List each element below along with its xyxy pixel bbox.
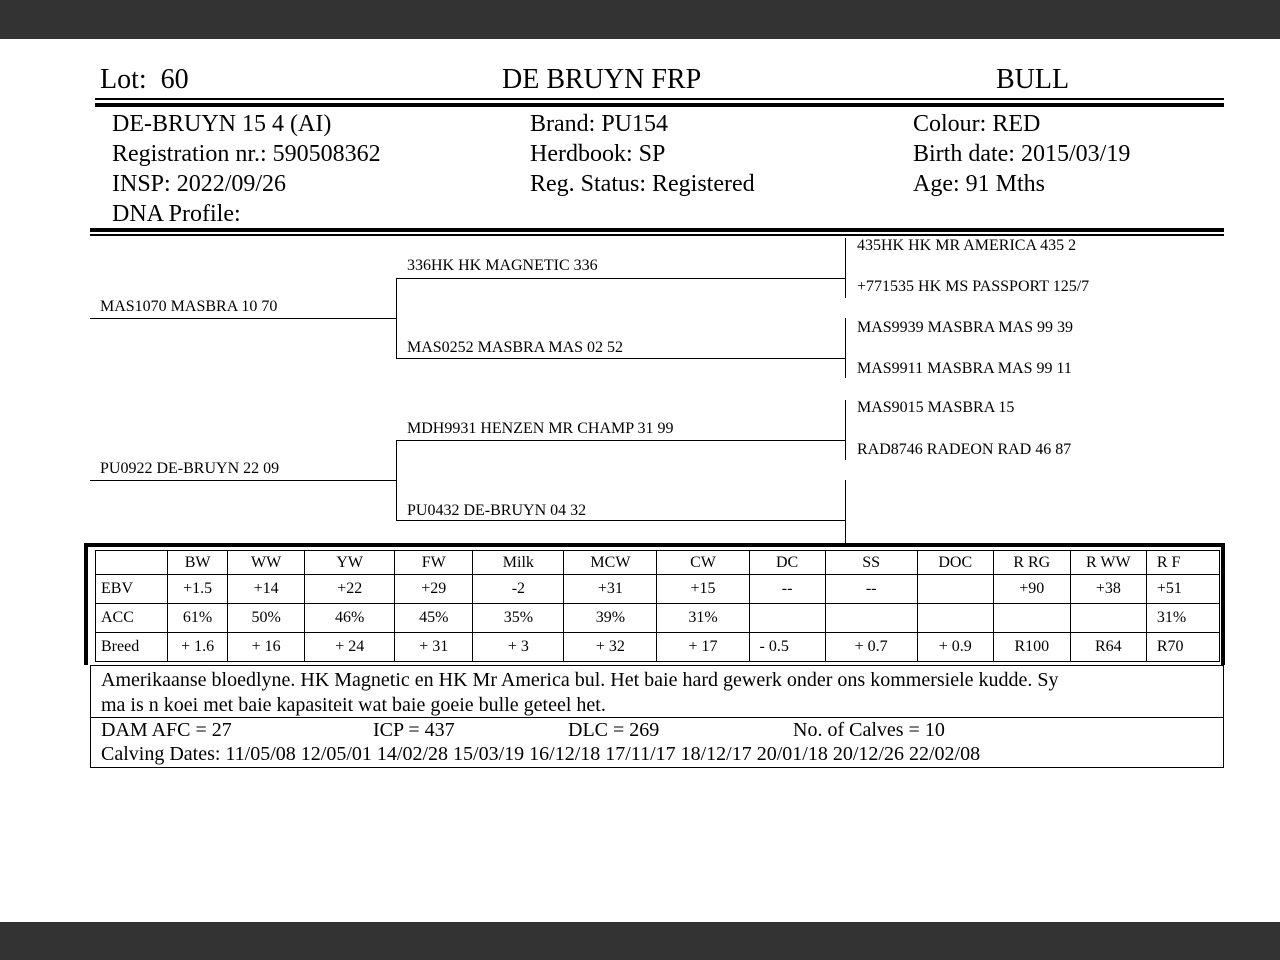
pedigree-vline-sire	[396, 278, 397, 359]
comments-divider	[90, 717, 1224, 718]
dam-icp: ICP = 437	[373, 719, 455, 741]
table-cell: + 16	[228, 633, 305, 662]
animal-info-left	[112, 109, 381, 229]
table-cell: + 24	[305, 633, 395, 662]
table-cell	[825, 604, 917, 633]
table-cell: + 31	[395, 633, 473, 662]
calving-dates: Calving Dates: 11/05/08 12/05/01 14/02/28 15/03/19 16/12/18 17/11/17 18/12/17 20/01/18 20/12/26 22/02/08	[101, 743, 981, 765]
column-header: BW	[168, 551, 228, 575]
table-cell: +22	[305, 575, 395, 604]
table-cell: --	[749, 575, 825, 604]
registration-status: Reg. Status: Registered	[530, 171, 755, 197]
pedigree-sds: MAS9939 MASBRA MAS 99 39	[857, 319, 1074, 336]
table-cell: + 0.7	[825, 633, 917, 662]
pedigree-vline-ds	[845, 400, 846, 460]
table-cell: 39%	[564, 604, 657, 633]
birth-date: Birth date: 2015/03/19	[913, 141, 1131, 167]
dna-profile: DNA Profile:	[112, 201, 241, 227]
dam-afc: DAM AFC = 27	[101, 719, 232, 741]
breed-row	[96, 633, 1220, 662]
pedigree-dam-dam: PU0432 DE-BRUYN 04 32	[407, 502, 587, 519]
ebv-table	[95, 550, 1220, 662]
column-header: DC	[749, 551, 825, 575]
comment-line-2: ma is n koei met baie kapasiteit wat baie goeie bulle geteel het.	[101, 694, 606, 716]
table-cell: R64	[1070, 633, 1146, 662]
pedigree-line-ss	[396, 278, 846, 279]
table-cell: 61%	[168, 604, 228, 633]
colour: Colour: RED	[913, 111, 1041, 137]
table-cell: --	[825, 575, 917, 604]
table-cell: +14	[228, 575, 305, 604]
lot-number: 60	[160, 64, 189, 95]
table-cell: R70	[1146, 633, 1219, 662]
table-cell: +38	[1070, 575, 1146, 604]
animal-info-middle	[530, 109, 755, 199]
dam-dlc: DLC = 269	[568, 719, 660, 741]
table-cell	[1070, 604, 1146, 633]
acc-row	[96, 604, 1220, 633]
column-header: R RG	[993, 551, 1070, 575]
pedigree-dam: PU0922 DE-BRUYN 22 09	[100, 460, 280, 477]
pedigree-dsd: RAD8746 RADEON RAD 46 87	[857, 441, 1072, 458]
pedigree-line-dam	[90, 480, 397, 481]
ebv-header-row	[96, 551, 1220, 575]
table-cell: +29	[395, 575, 473, 604]
inspection-date: INSP: 2022/09/26	[112, 171, 287, 197]
pedigree-sdd: MAS9911 MASBRA MAS 99 11	[857, 360, 1072, 377]
column-header: MCW	[564, 551, 657, 575]
table-cell: + 32	[564, 633, 657, 662]
pedigree-vline-sd	[845, 318, 846, 378]
pedigree-sss: 435HK HK MR AMERICA 435 2	[857, 237, 1077, 254]
table-cell: +1.5	[168, 575, 228, 604]
pedigree-vline-dd	[845, 480, 846, 544]
table-cell	[917, 575, 993, 604]
table-cell	[749, 604, 825, 633]
herdbook: Herdbook: SP	[530, 141, 666, 167]
table-cell: + 3	[473, 633, 564, 662]
row-label: ACC	[96, 604, 168, 633]
header-rule-thin	[95, 98, 1224, 100]
age: Age: 91 Mths	[913, 171, 1045, 197]
table-cell: +31	[564, 575, 657, 604]
column-header: R WW	[1070, 551, 1146, 575]
dam-calf-count: No. of Calves = 10	[793, 719, 945, 741]
table-cell	[917, 604, 993, 633]
column-header: DOC	[917, 551, 993, 575]
column-header: FW	[395, 551, 473, 575]
table-cell: + 17	[657, 633, 749, 662]
comment-line-1: Amerikaanse bloedlyne. HK Magnetic en HK Mr America bul. Het baie hard gewerk onder ons kommersiele kudde. Sy	[101, 669, 1059, 691]
table-cell: 45%	[395, 604, 473, 633]
row-label: Breed	[96, 633, 168, 662]
brand: Brand: PU154	[530, 111, 668, 137]
animal-info-right	[913, 109, 1130, 199]
pedigree-vline-ss	[845, 238, 846, 298]
column-header: R F	[1146, 551, 1219, 575]
pedigree-line-ds	[396, 440, 846, 441]
pedigree-line-sire	[90, 318, 397, 319]
animal-name: DE-BRUYN 15 4 (AI)	[112, 111, 332, 137]
pedigree-ssd: +771535 HK MS PASSPORT 125/7	[857, 278, 1090, 295]
header-rule-thick	[95, 103, 1224, 107]
table-cell: -2	[473, 575, 564, 604]
registration-number: Registration nr.: 590508362	[112, 141, 381, 167]
bottom-bar	[0, 922, 1280, 960]
pedigree-dam-sire: MDH9931 HENZEN MR CHAMP 31 99	[407, 420, 674, 437]
table-cell: R100	[993, 633, 1070, 662]
table-cell: 31%	[657, 604, 749, 633]
column-header: WW	[228, 551, 305, 575]
pedigree-sire: MAS1070 MASBRA 10 70	[100, 298, 278, 315]
table-cell: +15	[657, 575, 749, 604]
info-rule-thick	[90, 228, 1224, 232]
table-cell: +90	[993, 575, 1070, 604]
breeder-name: DE BRUYN FRP	[502, 64, 702, 95]
info-rule-thin	[90, 234, 1224, 236]
table-cell	[993, 604, 1070, 633]
table-cell: + 1.6	[168, 633, 228, 662]
row-label: EBV	[96, 575, 168, 604]
pedigree-sire-dam: MAS0252 MASBRA MAS 02 52	[407, 339, 624, 356]
animal-category: BULL	[996, 64, 1070, 95]
table-cell: +51	[1146, 575, 1219, 604]
lot-label: Lot: 60	[100, 64, 189, 95]
pedigree-dss: MAS9015 MASBRA 15	[857, 399, 1015, 416]
table-cell: + 0.9	[917, 633, 993, 662]
column-header: CW	[657, 551, 749, 575]
pedigree-vline-dam	[396, 440, 397, 521]
top-bar	[0, 0, 1280, 39]
column-header: YW	[305, 551, 395, 575]
table-cell: 46%	[305, 604, 395, 633]
table-cell: - 0.5	[749, 633, 825, 662]
column-header: SS	[825, 551, 917, 575]
table-cell: 35%	[473, 604, 564, 633]
table-cell: 31%	[1146, 604, 1219, 633]
pedigree-line-sd	[396, 358, 846, 359]
pedigree-line-dd	[396, 520, 846, 521]
pedigree-sire-sire: 336HK HK MAGNETIC 336	[407, 257, 598, 274]
column-header: Milk	[473, 551, 564, 575]
ebv-row	[96, 575, 1220, 604]
table-cell: 50%	[228, 604, 305, 633]
